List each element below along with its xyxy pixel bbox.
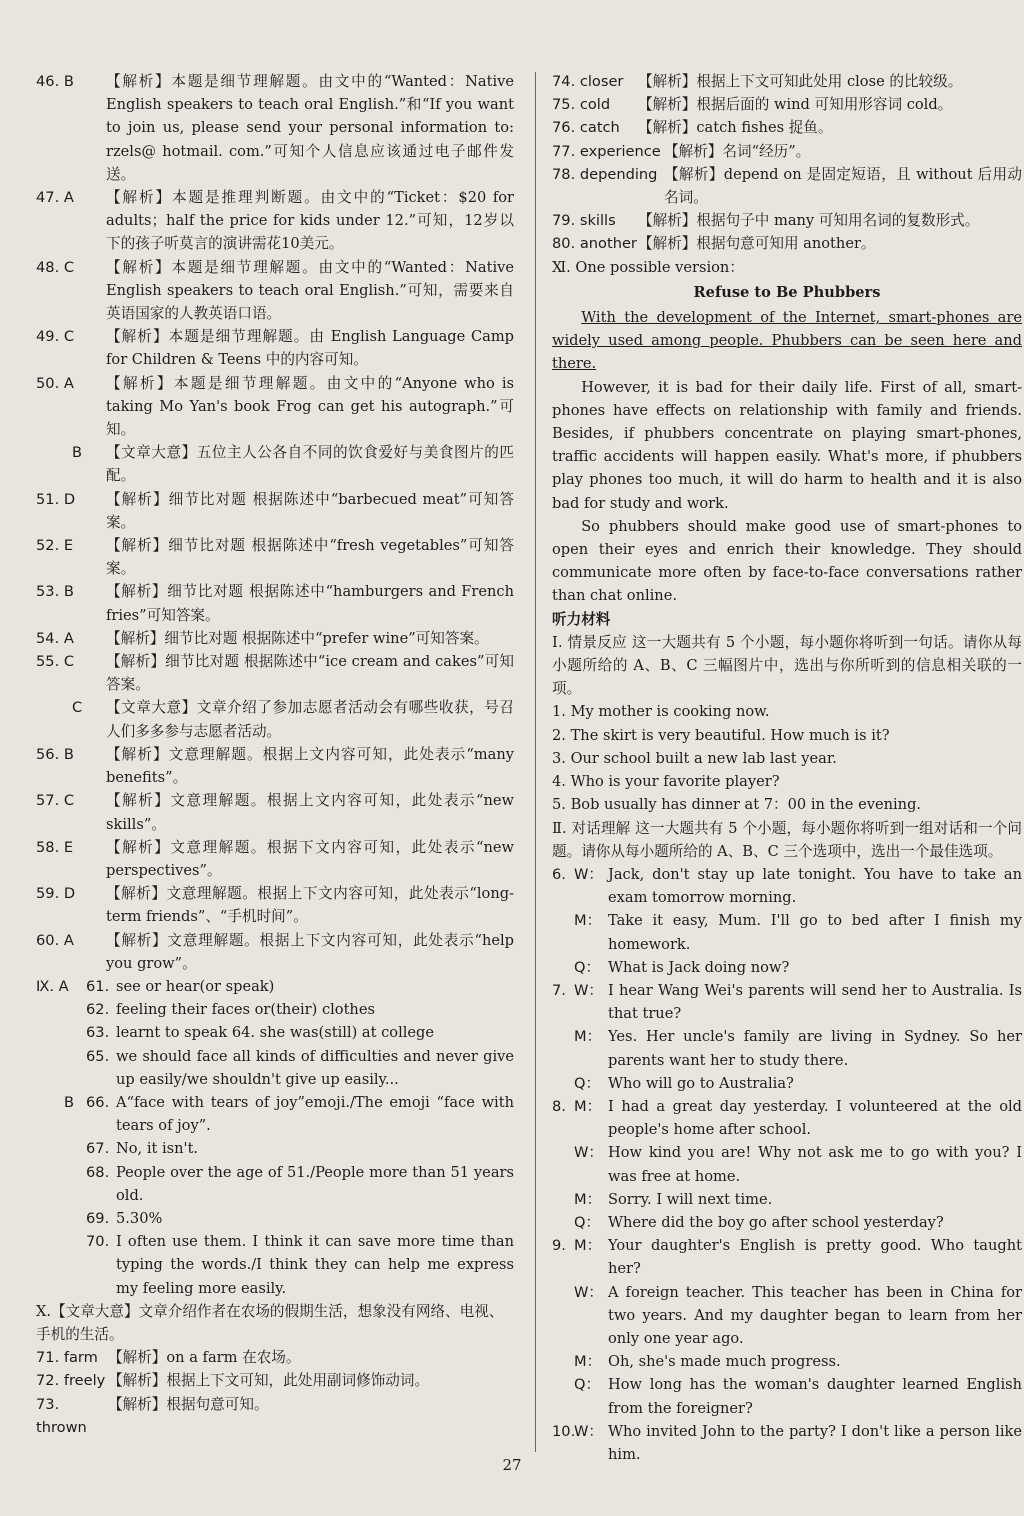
answer-number: 49. C <box>36 328 75 346</box>
essay-paragraph-1: With the development of the Internet, smart-phones are widely used among people. Phubbers can be seen here and there. <box>552 309 1022 373</box>
speaker-label: M： <box>574 1237 602 1255</box>
answer-50 <box>36 372 514 442</box>
answer-text: we should face all kinds of difficulties and never give up easily/we shouldn't give up easily... <box>116 1047 514 1088</box>
answer-text: 【解析】depend on 是固定短语，且 without 后用动名词。 <box>664 165 1022 207</box>
answer-text: 【解析】本题是细节理解题。由文中的“Anyone who is taking Mo Yan's book Frog can get his autograph.”可知。 <box>106 374 514 439</box>
answer-text: feeling their faces or(their) clothes <box>116 1001 375 1019</box>
listening-heading: 听力材料 <box>552 610 611 628</box>
section-heading: Ⅸ. A <box>36 977 69 995</box>
listening-section-1-instructions: Ⅰ. 情景反应 这一大题共有 5 个小题，每小题你将听到一句话。请你从每小题所给的 A、B、C 三幅图片中，选出与你所听到的信息相关联的一项。 <box>552 633 1022 698</box>
speaker-label: W： <box>574 865 604 883</box>
answer-number: 65. <box>86 1047 110 1065</box>
answer-59 <box>36 882 514 928</box>
section-letter: B <box>64 1093 75 1111</box>
dialogue-line <box>552 1281 1022 1351</box>
answer-text: 【解析】根据句意可知。 <box>108 1395 269 1413</box>
answer-71 <box>36 1346 514 1369</box>
answer-number: 55. C <box>36 653 75 671</box>
speaker-label: W： <box>574 1283 604 1301</box>
dialogue-line <box>552 979 1022 1025</box>
dialogue-text: Who invited John to the party? I don't like a person like him. <box>608 1422 1022 1463</box>
dialogue-line <box>552 1350 1022 1373</box>
answer-number: 46. B <box>36 73 74 90</box>
answer-text: 【解析】本题是细节理解题。由文中的“Wanted：Native English speakers to teach oral English.”和“If you want to join us, please send your personal information to: rzels@ hotmail. com.”可知个人信息应该通过电子邮件发送。 <box>106 73 514 183</box>
dialogue-text: Take it easy, Mum. I'll go to bed after I finish my homework. <box>608 912 1022 953</box>
section-letter: B <box>72 444 83 462</box>
speaker-label: W： <box>574 981 604 999</box>
summary-text: 【文章大意】文章介绍了参加志愿者活动会有哪些收获，号召人们多多参与志愿者活动。 <box>106 699 514 740</box>
answer-number: 58. E <box>36 838 74 856</box>
answer-number: 59. D <box>36 885 76 903</box>
answer-number: 62. <box>86 1001 110 1019</box>
speaker-label: W： <box>574 1144 604 1162</box>
listening-item-4: 4. Who is your favorite player? <box>552 773 780 791</box>
answer-number: 73. thrown <box>36 1395 87 1436</box>
answer-text: 【解析】文意理解题。根据上文内容可知，此处表示“many benefits”。 <box>106 745 514 787</box>
answer-70 <box>36 1230 514 1300</box>
answer-53 <box>36 580 514 626</box>
dialogue-text: What is Jack doing now? <box>608 958 790 976</box>
answer-text: 【解析】on a farm 在农场。 <box>108 1349 301 1367</box>
dialogue-text: Yes. Her uncle's family are living in Sydney. So her parents want her to study there. <box>608 1028 1022 1069</box>
answer-75 <box>552 93 1022 116</box>
answer-47 <box>36 186 514 256</box>
answer-number: 78. depending <box>552 165 658 183</box>
answer-text: 5.30% <box>116 1209 163 1227</box>
right-column <box>552 70 1022 1466</box>
answer-number: 72. freely <box>36 1372 106 1390</box>
answer-67 <box>36 1137 514 1160</box>
speaker-label: Q： <box>574 958 601 976</box>
answer-text: 【解析】本题是细节理解题。由文中的“Wanted：Native English speakers to teach oral English.”可知，需要来自英语国家的人教英语口语。 <box>106 258 514 323</box>
listening-item-2: 2. The skirt is very beautiful. How much is it? <box>552 726 890 744</box>
dialogue-line <box>552 1072 1022 1095</box>
answer-69 <box>36 1207 514 1230</box>
answer-text: 【解析】细节比对题 根据陈述中“ice cream and cakes”可知答案。 <box>106 653 514 694</box>
dialogue-line <box>552 1211 1022 1234</box>
answer-number: 74. closer <box>552 73 624 90</box>
speaker-label: W： <box>574 1422 604 1440</box>
dialogue-text: Sorry. I will next time. <box>608 1190 773 1208</box>
dialogue-number: 8. <box>552 1097 566 1115</box>
essay-paragraph-3: So phubbers should make good use of smart-phones to open their eyes and enrich their knowledge. They should communicate more often by face-to-face conversations rather than chat online. <box>552 517 1022 605</box>
essay-title: Refuse to Be Phubbers <box>693 283 881 301</box>
listening-section-2-instructions: Ⅱ. 对话理解 这一大题共有 5 个小题，每小题你将听到一组对话和一个问题。请你从每小题所给的 A、B、C 三个选项中，选出一个最佳选项。 <box>552 819 1022 860</box>
answer-text: see or hear(or speak) <box>116 977 275 995</box>
answer-text: 【解析】名词“经历”。 <box>664 142 811 160</box>
dialogue-number: 7. <box>552 981 566 999</box>
answer-text: 【解析】文意理解题。根据上文内容可知，此处表示“new skills”。 <box>106 792 514 833</box>
essay-paragraph-2: However, it is bad for their daily life. First of all, smart-phones have effects on relationship with family and friends. Besides, if phubbers concentrate on playing smart-phones, traffic accidents will happen easily. What's more, if phubbers play phones too much, it will do harm to health and it is also bad for study and work. <box>552 378 1022 512</box>
dialogue-line <box>552 1373 1022 1419</box>
answer-65 <box>36 1045 514 1091</box>
answer-80 <box>552 232 1022 255</box>
speaker-label: M： <box>574 1190 602 1208</box>
answer-text: 【解析】根据句子中 many 可知用名词的复数形式。 <box>638 212 980 230</box>
answer-number: 50. A <box>36 374 74 392</box>
answer-54 <box>36 627 514 650</box>
answer-number: 76. catch <box>552 119 620 137</box>
dialogue-text: Oh, she's made much progress. <box>608 1353 841 1371</box>
answer-number: 71. farm <box>36 1349 98 1367</box>
answer-text: 【解析】细节比对题 根据陈述中“fresh vegetables”可知答案。 <box>106 537 514 578</box>
section-x-summary: Ⅹ.【文章大意】文章介绍作者在农场的假期生活，想象没有网络、电视、手机的生活。 <box>36 1302 504 1343</box>
speaker-label: M： <box>574 1353 602 1371</box>
answer-text: 【解析】文意理解题。根据上下文内容可知，此处表示“help you grow”。 <box>106 931 514 972</box>
section-c-summary <box>36 696 514 742</box>
answer-text: A“face with tears of joy”emoji./The emoji “face with tears of joy”. <box>116 1093 514 1135</box>
listening-item-3: 3. Our school built a new lab last year. <box>552 749 837 767</box>
answer-number: 77. experience <box>552 142 661 160</box>
speaker-label: M： <box>574 1097 602 1115</box>
answer-68 <box>36 1161 514 1207</box>
answer-text: 【解析】根据句意可知用 another。 <box>638 235 876 253</box>
speaker-label: M： <box>574 1028 602 1046</box>
summary-text: 【文章大意】五位主人公各自不同的饮食爱好与美食图片的匹配。 <box>106 444 514 485</box>
answer-79 <box>552 209 1022 232</box>
answer-number: 60. A <box>36 931 74 949</box>
answer-72 <box>36 1369 514 1392</box>
dialogue-line <box>552 909 1022 955</box>
answer-number: 61. <box>86 977 110 995</box>
answer-text: 【解析】细节比对题 根据陈述中“barbecued meat”可知答案。 <box>106 490 514 531</box>
answer-text: 【解析】根据上下文可知此处用 close 的比较级。 <box>638 73 963 90</box>
answer-57 <box>36 789 514 835</box>
dialogue-text: Who will go to Australia? <box>608 1074 794 1092</box>
section-b-summary <box>36 441 514 487</box>
section-xi-heading: Ⅺ. One possible version： <box>552 258 744 276</box>
answer-text: learnt to speak 64. she was(still) at college <box>116 1024 435 1042</box>
answer-number: 51. D <box>36 490 76 508</box>
dialogue-text: Your daughter's English is pretty good. Who taught her? <box>608 1237 1022 1278</box>
answer-76 <box>552 116 1022 139</box>
answer-text: 【解析】文意理解题。根据上下文内容可知，此处表示“long-term friends”、“手机时间”。 <box>106 885 514 926</box>
dialogue-text: Jack, don't stay up late tonight. You have to take an exam tomorrow morning. <box>608 865 1022 907</box>
answer-74 <box>552 70 1022 93</box>
listening-item-1: 1. My mother is cooking now. <box>552 703 770 721</box>
answer-number: 69. <box>86 1209 110 1227</box>
speaker-label: Q： <box>574 1074 601 1092</box>
dialogue-line <box>552 1234 1022 1280</box>
answer-52 <box>36 534 514 580</box>
dialogues <box>552 863 1022 1466</box>
speaker-label: Q： <box>574 1213 601 1231</box>
answer-number: 52. E <box>36 537 74 555</box>
answer-number: 47. A <box>36 189 74 207</box>
answer-62 <box>36 998 514 1021</box>
answer-number: 48. C <box>36 258 75 276</box>
answer-49 <box>36 325 514 371</box>
dialogue-text: I had a great day yesterday. I volunteered at the old people's home after school. <box>608 1097 1022 1139</box>
dialogue-line <box>552 1025 1022 1071</box>
listening-item-5: 5. Bob usually has dinner at 7：00 in the evening. <box>552 796 922 814</box>
dialogue-number: 6. <box>552 865 566 883</box>
answer-number: 67. <box>86 1140 110 1158</box>
dialogue-line <box>552 1141 1022 1187</box>
left-column <box>36 70 514 1439</box>
answer-56 <box>36 743 514 789</box>
answer-number: 56. B <box>36 745 74 763</box>
answer-text: I often use them. I think it can save more time than typing the words./I think they can help me express my feeling more easily. <box>116 1233 514 1297</box>
answer-48 <box>36 256 514 326</box>
answer-text: 【解析】文意理解题。根据下文内容可知，此处表示“new perspectives”。 <box>106 838 514 879</box>
answer-73 <box>36 1393 514 1439</box>
answer-77 <box>552 140 1022 163</box>
answer-number: 66. <box>86 1093 110 1111</box>
section-letter: C <box>72 699 83 717</box>
answer-number: 80. another <box>552 235 637 253</box>
answer-number: 57. C <box>36 792 75 810</box>
dialogue-text: Where did the boy go after school yesterday? <box>608 1213 944 1231</box>
answer-number: 75. cold <box>552 96 611 114</box>
answer-text: 【解析】本题是细节理解题。由 English Language Camp for Children & Teens 中的内容可知。 <box>106 328 514 369</box>
dialogue-line <box>552 956 1022 979</box>
answer-63-64 <box>36 1021 514 1044</box>
answer-46 <box>36 70 514 186</box>
answer-58 <box>36 836 514 882</box>
answer-78 <box>552 163 1022 209</box>
answer-text: 【解析】细节比对题 根据陈述中“hamburgers and French fries”可知答案。 <box>106 583 514 624</box>
answer-text: 【解析】细节比对题 根据陈述中“prefer wine”可知答案。 <box>106 629 489 647</box>
dialogue-text: How long has the woman's daughter learned English from the foreigner? <box>608 1376 1022 1417</box>
answer-number: 70. <box>86 1233 110 1251</box>
dialogue-text: A foreign teacher. This teacher has been in China for two years. And my daughter began to learn from her only one year ago. <box>608 1283 1022 1347</box>
dialogue-text: How kind you are! Why not ask me to go with you? I was free at home. <box>608 1144 1022 1185</box>
answer-number: 68. <box>86 1163 110 1181</box>
answer-66 <box>36 1091 514 1137</box>
speaker-label: M： <box>574 912 602 930</box>
column-divider <box>535 72 536 1452</box>
answer-number: 54. A <box>36 629 74 647</box>
dialogue-line <box>552 863 1022 909</box>
answer-text: 【解析】本题是推理判断题。由文中的“Ticket：$20 for adults；half the price for kids under 12.”可知，12岁以下的孩子听莫言的演讲需花10美元。 <box>106 189 514 253</box>
answer-number: 79. skills <box>552 212 616 230</box>
speaker-label: Q： <box>574 1376 601 1394</box>
page-number: 27 <box>502 1456 522 1474</box>
answer-text: 【解析】根据上下文可知，此处用副词修饰动词。 <box>108 1372 430 1390</box>
dialogue-number: 10. <box>552 1422 576 1440</box>
answer-text: 【解析】根据后面的 wind 可知用形容词 cold。 <box>638 96 953 114</box>
answer-51 <box>36 488 514 534</box>
answer-61 <box>36 975 514 998</box>
answer-number: 53. B <box>36 583 74 601</box>
answer-number: 63. <box>86 1024 110 1042</box>
answer-text: People over the age of 51./People more than 51 years old. <box>116 1163 514 1204</box>
answer-55 <box>36 650 514 696</box>
answer-60 <box>36 929 514 975</box>
dialogue-line <box>552 1188 1022 1211</box>
dialogue-number: 9. <box>552 1237 566 1255</box>
dialogue-text: I hear Wang Wei's parents will send her to Australia. Is that true? <box>608 981 1022 1023</box>
dialogue-line <box>552 1095 1022 1141</box>
answer-text: 【解析】catch fishes 捉鱼。 <box>638 119 833 137</box>
answer-text: No, it isn't. <box>116 1140 199 1158</box>
